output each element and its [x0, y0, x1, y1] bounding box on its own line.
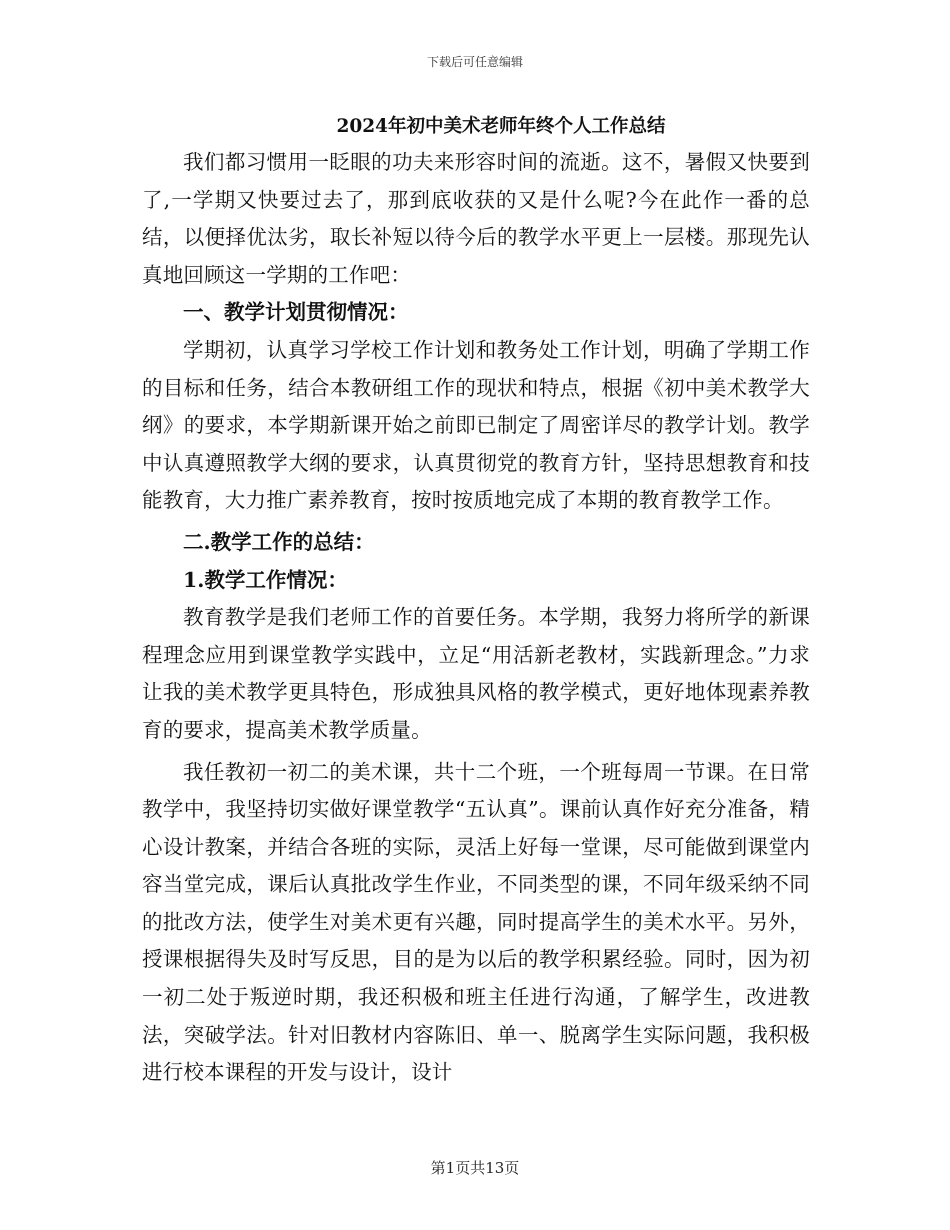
section-1-heading: 一、教学计划贯彻情况：: [183, 300, 409, 325]
page-footer: 第1页共13页: [430, 1159, 520, 1177]
intro-paragraph: 我们都习惯用一眨眼的功夫来形容时间的流逝。这不，暑假又快要到了,一学期又快要过去了，那到底收获的又是什么呢?今在此作一番的总结，以便择优汰劣，取长补短以待今后的教学水平更上一层楼。那现先认真地回顾这一学期的工作吧：: [142, 150, 810, 287]
section-1-paragraph: 学期初，认真学习学校工作计划和教务处工作计划，明确了学期工作的目标和任务，结合本教研组工作的现状和特点，根据《初中美术教学大纲》的要求，本学期新课开始之前即已制定了周密详尽的教学计划。教学中认真遵照教学大纲的要求，认真贯彻党的教育方针，坚持思想教育和技能教育，大力推广素养教育，按时按质地完成了本期的教育教学工作。: [142, 337, 810, 513]
document-body: [142, 112, 810, 1092]
section-2-heading: 二.教学工作的总结：: [183, 529, 375, 554]
page-header: 下载后可任意编辑: [426, 55, 523, 69]
subsection-1-paragraph-2: 我任教初一初二的美术课，共十二个班，一个班每周一节课。在日常教学中，我坚持切实做好课堂教学“五认真”。课前认真作好充分准备，精心设计教案，并结合各班的实际，灵活上好每一堂课，尽可能做到课堂内容当堂完成，课后认真批改学生作业，不同类型的课，不同年级采纳不同的批改方法，使学生对美术更有兴趣，同时提高学生的美术水平。另外，授课根据得失及时写反思，目的是为以后的教学积累经验。同时，因为初一初二处于叛逆时期，我还积极和班主任进行沟通，了解学生，改进教法，突破学法。针对旧教材内容陈旧、单一、脱离学生实际问题，我积极进行校本课程的开发与设计，设计: [142, 759, 810, 1085]
subsection-1-heading: 1.教学工作情况：: [183, 567, 348, 592]
document-title: 2024年初中美术老师年终个人工作总结: [336, 116, 666, 137]
subsection-1-paragraph-1: 教育教学是我们老师工作的首要任务。本学期，我努力将所学的新课程理念应用到课堂教学实践中，立足“用活新老教材，实践新理念。”力求让我的美术教学更具特色，形成独具风格的教学模式，更好地体现素养教育的要求，提高美术教学质量。: [142, 605, 810, 742]
